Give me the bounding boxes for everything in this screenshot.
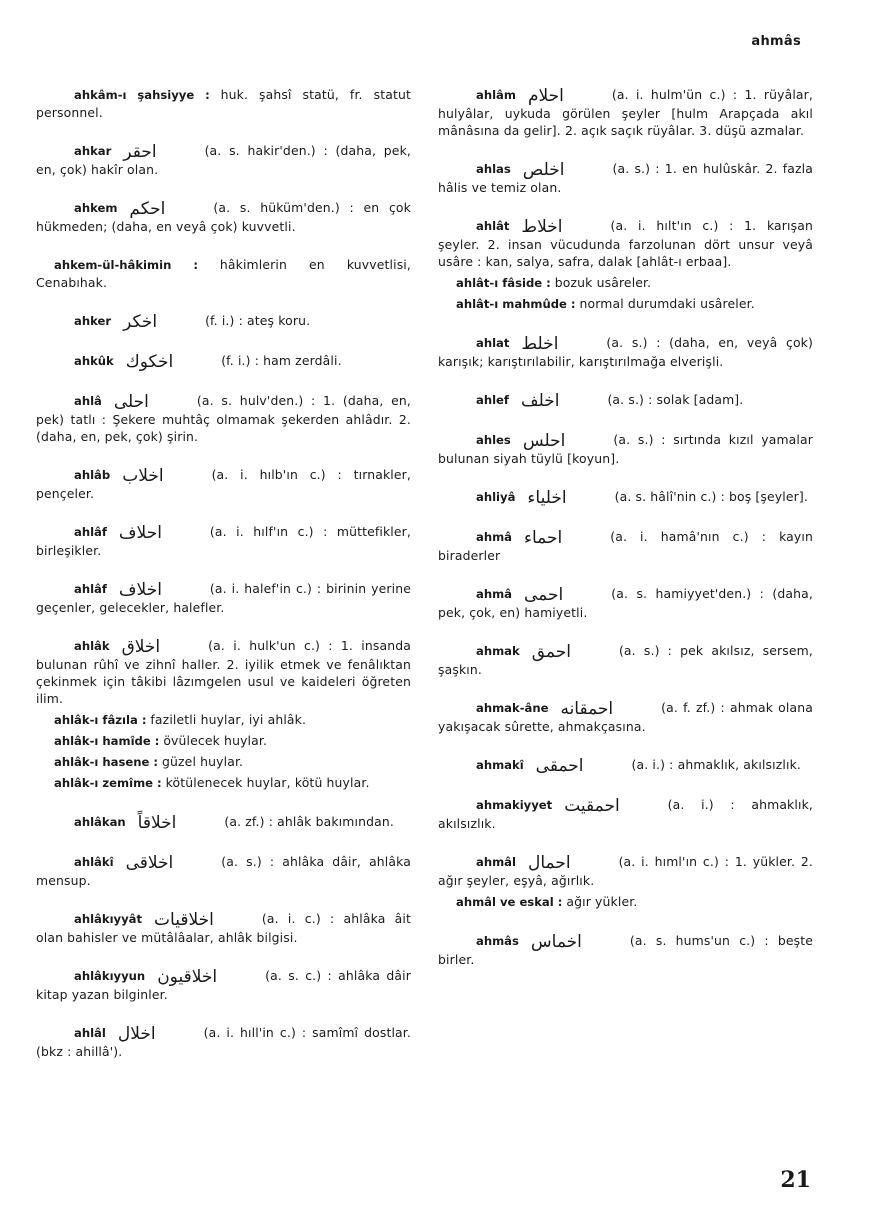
definition: güzel huylar.	[162, 754, 244, 769]
definition: (a. s.) : (daha, en, veyâ çok) karışık; karıştırılabilir, karıştırılmağa elverişli.	[438, 335, 813, 369]
definition: (a. i. hamâ'nın c.) : kayın biraderler	[438, 529, 813, 563]
left-column	[36, 86, 411, 1081]
dictionary-entry	[36, 86, 411, 121]
arabic-spelling: اخلاط	[521, 217, 563, 237]
headword: ahmakiyyet	[476, 798, 553, 812]
dictionary-entry	[36, 466, 411, 502]
headword: ahlâkî	[74, 855, 114, 869]
subentry	[36, 732, 411, 750]
headword: ahlâkıyyât	[74, 912, 143, 926]
headword: ahkâm-ı şahsiyye :	[74, 88, 210, 102]
definition: ağır yükler.	[566, 894, 638, 909]
definition: (a. s.) : 1. en hulûskâr. 2. fazla hâlis ve temiz olan.	[438, 161, 813, 195]
definition: (a. i. c.) : ahlâka âit olan bahisler ve mütâlâalar, ahlâk bilgisi.	[36, 911, 411, 945]
dictionary-entry	[438, 853, 813, 889]
subentry	[36, 256, 411, 291]
headword: ahmak-âne	[476, 701, 549, 715]
arabic-spelling: احلام	[527, 86, 564, 106]
headword: ahkem	[74, 201, 118, 215]
subentry	[36, 753, 411, 771]
headword: ahmâ	[476, 587, 512, 601]
definition: (a. i. hılf'ın c.) : müttefikler, birleşikler.	[36, 524, 411, 558]
dictionary-entry	[438, 796, 813, 832]
dictionary-entry	[36, 142, 411, 178]
arabic-spelling: اخلاقيون	[157, 967, 218, 987]
arabic-spelling: اخلط	[521, 334, 559, 354]
arabic-spelling: احلى	[113, 392, 149, 412]
headword: ahmak	[476, 644, 520, 658]
arabic-spelling: احكم	[129, 199, 166, 219]
headword: ahlâkıyyun	[74, 969, 146, 983]
headword: ahkem-ül-hâkimin :	[54, 258, 198, 272]
arabic-spelling: احمق	[531, 642, 571, 662]
subentry	[438, 295, 813, 313]
definition: (a. s. hamiyyet'den.) : (daha, pek, çok, en) hamiyetli.	[438, 586, 813, 620]
headword: ahlâk-ı fâzıla :	[54, 713, 147, 727]
definition: huk. şahsî statü, fr. statut personnel.	[36, 87, 411, 120]
headword: ahlâk-ı zemîme :	[54, 776, 162, 790]
headword: ahmâs	[476, 934, 519, 948]
running-head: ahmâs	[751, 34, 801, 49]
headword: ahlef	[476, 393, 509, 407]
subentry	[36, 774, 411, 792]
arabic-spelling: احمال	[527, 853, 571, 873]
arabic-spelling: اخماس	[530, 932, 582, 952]
headword: ahlâl	[74, 1026, 106, 1040]
arabic-spelling: اخلاقاً	[137, 813, 177, 833]
definition: (a. i. halef'in c.) : birinin yerine geçenler, gelecekler, halefler.	[36, 581, 411, 615]
definition: (a. i. hulm'ün c.) : 1. rüyâlar, hulyâlar, uykuda görülen şeyler [hulm Arapçada akıl mânâsına da gelir]. 2. açık saçık rüyâlar. 3. düşü azmalar.	[438, 87, 813, 138]
dictionary-entry	[36, 199, 411, 235]
dictionary-entry	[36, 637, 411, 707]
definition: (a. s. hums'un c.) : beşte birler.	[438, 933, 813, 967]
headword: ahkûk	[74, 354, 114, 368]
dictionary-entry	[438, 756, 813, 775]
arabic-spelling: احلاف	[118, 523, 162, 543]
dictionary-entry	[438, 642, 813, 678]
subentry	[438, 274, 813, 292]
arabic-spelling: احماء	[523, 528, 563, 548]
dictionary-entry	[438, 699, 813, 735]
definition: (a. i.) : ahmaklık, akılsızlık.	[438, 797, 813, 831]
dictionary-entry	[438, 585, 813, 621]
arabic-spelling: اخلياء	[527, 488, 567, 508]
dictionary-entry	[438, 528, 813, 564]
dictionary-entry	[36, 813, 411, 832]
headword: ahlât-ı fâside :	[456, 276, 551, 290]
definition: hâkimlerin en kuvvetlisi, Cenabıhak.	[36, 257, 411, 290]
definition: (a. s. hâlî'nin c.) : boş [şeyler].	[614, 489, 808, 504]
dictionary-entry	[36, 580, 411, 616]
headword: ahmâ	[476, 530, 512, 544]
headword: ahmakî	[476, 758, 524, 772]
arabic-spelling: اخلاف	[118, 580, 162, 600]
headword: ahlâf	[74, 525, 107, 539]
definition: (a. i.) : ahmaklık, akılsızlık.	[631, 757, 802, 772]
headword: ahlas	[476, 162, 511, 176]
definition: normal durumdaki usâreler.	[579, 296, 755, 311]
definition: (f. i.) : ham zerdâli.	[221, 353, 342, 368]
dictionary-entry	[438, 391, 813, 410]
page-number: 21	[780, 1167, 811, 1193]
definition: övülecek huylar.	[163, 733, 268, 748]
definition: (a. f. zf.) : ahmak olana yakışacak sûrette, ahmakçasına.	[438, 700, 813, 734]
headword: ahliyâ	[476, 490, 516, 504]
subentry	[438, 893, 813, 911]
arabic-spelling: اخلاقيات	[154, 910, 214, 930]
definition: (a. s. hulv'den.) : 1. (daha, en, pek) tatlı : Şekere muhtâç olmamak şekerden ahlâdır. 2. (daha, en, pek, çok) şirin.	[36, 393, 411, 444]
headword: ahlât-ı mahmûde :	[456, 297, 576, 311]
headword: ahlâb	[74, 468, 111, 482]
arabic-spelling: احمقانه	[560, 699, 614, 719]
dictionary-entry	[438, 488, 813, 507]
dictionary-entry	[36, 853, 411, 889]
dictionary-entry	[438, 160, 813, 196]
headword: ahlâk-ı hasene :	[54, 755, 159, 769]
definition: kötülenecek huylar, kötü huylar.	[165, 775, 370, 790]
headword: ahles	[476, 433, 511, 447]
headword: ahmâl ve eskal :	[456, 895, 563, 909]
right-column	[438, 86, 813, 989]
headword: ahlâf	[74, 582, 107, 596]
definition: (a. s. hüküm'den.) : en çok hükmeden; (daha, en veyâ çok) kuvvetli.	[36, 200, 411, 234]
arabic-spelling: اخلاقى	[125, 853, 174, 873]
dictionary-entry	[36, 1024, 411, 1060]
arabic-spelling: اخلص	[522, 160, 565, 180]
arabic-spelling: اخكوك	[125, 352, 174, 372]
dictionary-entry	[438, 334, 813, 370]
headword: ahlâk	[74, 639, 110, 653]
definition: (a. i. hıml'ın c.) : 1. yükler. 2. ağır şeyler, eşyâ, ağırlık.	[438, 854, 813, 888]
dictionary-entry	[36, 910, 411, 946]
definition: (f. i.) : ateş koru.	[205, 313, 311, 328]
dictionary-entry	[36, 967, 411, 1003]
headword: ahlat	[476, 336, 510, 350]
dictionary-entry	[438, 217, 813, 270]
headword: ahlâk-ı hamîde :	[54, 734, 160, 748]
definition: bozuk usâreler.	[554, 275, 652, 290]
headword: ahlâm	[476, 88, 516, 102]
definition: (a. zf.) : ahlâk bakımından.	[224, 814, 394, 829]
definition: (a. i. hulk'un c.) : 1. insanda bulunan rûhî ve zihnî haller. 2. iyilik etmek ve fenâlıktan çekinmek için tâkibi lâzımgelen usul ve kaideleri öğreten ilim.	[36, 638, 411, 706]
definition: (a. i. hılb'ın c.) : tırnakler, pençeler.	[36, 467, 411, 501]
arabic-spelling: احمى	[523, 585, 564, 605]
definition: (a. s.) : solak [adam].	[607, 392, 744, 407]
definition: (a. s.) : sırtında kızıl yamalar bulunan siyah tüylü [koyun].	[438, 432, 813, 466]
arabic-spelling: احقر	[123, 142, 157, 162]
dictionary-entry	[36, 312, 411, 331]
arabic-spelling: احمقيت	[564, 796, 620, 816]
headword: ahlâkan	[74, 815, 126, 829]
arabic-spelling: اخلف	[520, 391, 560, 411]
dictionary-entry	[438, 932, 813, 968]
arabic-spelling: اخلاق	[121, 637, 161, 657]
arabic-spelling: احلس	[522, 431, 566, 451]
dictionary-entry	[36, 352, 411, 371]
definition: (a. s.) : ahlâka dâir, ahlâka mensup.	[36, 854, 411, 888]
headword: ahkar	[74, 144, 112, 158]
dictionary-entry	[438, 431, 813, 467]
definition: (a. i. hılt'ın c.) : 1. karışan şeyler. 2. insan vücudunda farzolunan dört unsur veyâ usâre : kan, salya, safra, dalak [ahlât-ı erbaa].	[438, 218, 813, 269]
definition: (a. s.) : pek akılsız, sersem, şaşkın.	[438, 643, 813, 677]
arabic-spelling: اخلاب	[122, 466, 164, 486]
headword: ahlâ	[74, 394, 102, 408]
definition: (a. s. hakir'den.) : (daha, pek, en, çok) hakîr olan.	[36, 143, 411, 177]
dictionary-entry	[36, 523, 411, 559]
dictionary-entry	[438, 86, 813, 139]
dictionary-entry	[36, 392, 411, 445]
definition: (a. s. c.) : ahlâka dâir kitap yazan bilginler.	[36, 968, 411, 1002]
headword: ahmâl	[476, 855, 516, 869]
subentry	[36, 711, 411, 729]
arabic-spelling: اخكر	[123, 312, 158, 332]
arabic-spelling: احمقى	[535, 756, 584, 776]
definition: (a. i. hıll'in c.) : samîmî dostlar. (bkz : ahillâ').	[36, 1025, 411, 1059]
definition: faziletli huylar, iyi ahlâk.	[150, 712, 307, 727]
headword: ahker	[74, 314, 112, 328]
headword: ahlât	[476, 219, 510, 233]
arabic-spelling: اخلال	[117, 1024, 156, 1044]
